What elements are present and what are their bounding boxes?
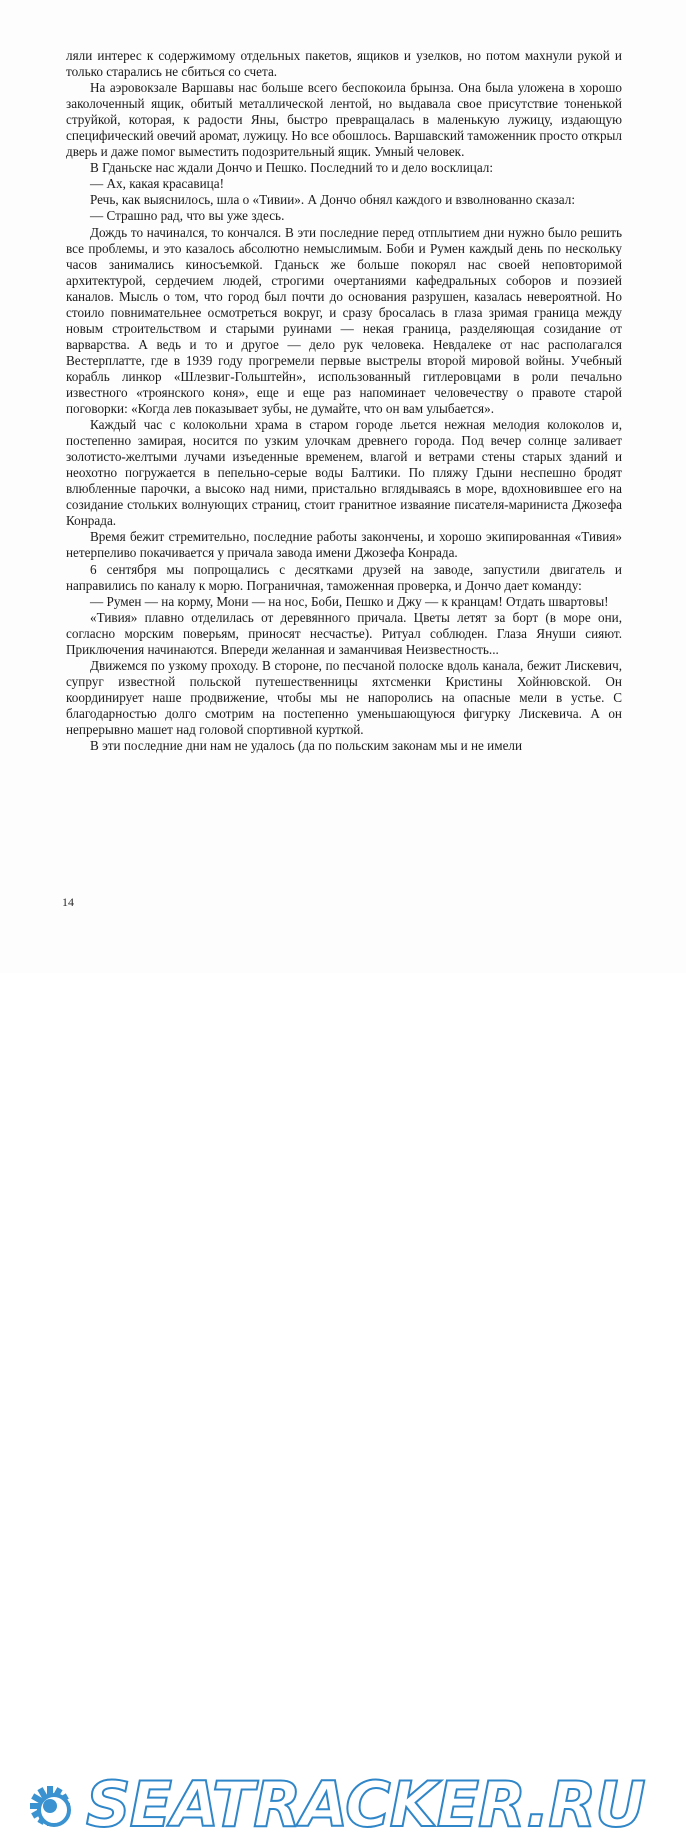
paragraph: Речь, как выяснилось, шла о «Тивии». А Дончо обнял каждого и взволнованно сказал: (90, 192, 576, 208)
paragraph-dialogue: — Ах, какая красавица! (90, 176, 224, 192)
paragraph: «Тивия» плавно отделилась от деревянного причала. Цветы летят за борт (в море они, согласно морским поверьям, приносят несчастье). Ритуал соблюден. Глаза Януши сияют. Приключения начинаются. Впереди желанная и заманчивая Неизвестность... (66, 609, 622, 657)
paragraph-dialogue: — Страшно рад, что вы уже здесь. (90, 208, 285, 224)
paragraph: Время бежит стремительно, последние работы закончены, и хорошо экипированная «Тивия» нетерпеливо покачивается у причала завода имени Джозефа Конрада. (66, 529, 622, 561)
body-text (66, 48, 622, 754)
paragraph: В эти последние дни нам не удалось (да по польским законам мы и не имели (90, 738, 523, 754)
paragraph: Дождь то начинался, то кончался. В эти последние перед отплытием дни нужно было решить все проблемы, и это казалось абсолютно немыслимым. Боби и Румен каждый день по нескольку часов занимались киносъемкой. Гданьск же больше покорял нас своей неповторимой архитектурой, сердечием людей, строгими очертаниями кафедральных соборов и поэзией каналов. Мысль о том, что город был почти до основания разрушен, казалась невероятной. Но стоило повнимательнее осмотреться вокруг, и сразу бросалась в глаза зримая граница между новым строительством и старыми руинами — некая граница, разделяющая созидание от варварства. А ведь и то и другое — дело рук человека. Невдалеке от нас располагался Вестерплатте, где в 1939 году прогремели первые выстрелы второй мировой войны. Учебный корабль линкор «Шлезвиг-Гольштейн», использованный гитлеровцами в роли печально известного «троянского коня», еще и еще раз напоминает человечеству о правоте старой поговорки: «Когда лев показывает зубы, не думайте, что он вам улыбается». (66, 224, 622, 417)
sun-icon (8, 1764, 92, 1848)
paragraph: На аэровокзале Варшавы нас больше всего беспокоила брынза. Она была уложена в хорошо заколоченный ящик, обитый металлической лентой, но выдавала свое присутствие тоненькой струйкой, которая, к радости Яны, быстро превращалась в маленькую лужицу, издающую специфический овечий аромат, лужицу. Но все обошлось. Варшавский таможенник просто открыл дверь и даже помог выместить подозрительный ящик. Умный человек. (66, 80, 622, 160)
paragraph: 6 сентября мы попрощались с десятками друзей на заводе, запустили двигатель и направились по каналу к морю. Пограничная, таможенная проверка, и Дончо дает команду: (66, 561, 622, 593)
paragraph: ляли интерес к содержимому отдельных пакетов, ящиков и узелков, но потом махнули рукой и только старались не сбиться со счета. (66, 48, 622, 80)
paragraph-dialogue: — Румен — на корму, Мони — на нос, Боби, Пешко и Джу — к кранцам! Отдать швартовы! (90, 593, 609, 609)
paragraph: В Гданьске нас ждали Дончо и Пешко. Последний то и дело восклицал: (90, 160, 494, 176)
paragraph: Движемся по узкому проходу. В стороне, по песчаной полоске вдоль канала, бежит Лискевич, супруг известной польской путешественницы яхтсменки Кристины Хойнювской. Он координирует наше продвижение, чтобы мы не напоролись на опасные мели в устье. С благодарностью долго смотрим на постепенно уменьшающуюся фигурку Лискевича. А он непрерывно машет над головой спортивной курткой. (66, 657, 622, 737)
paragraph: Каждый час с колокольни храма в старом городе льется нежная мелодия колоколов и, постепенно замирая, носится по узким улочкам древнего города. Под вечер солнце заливает золотисто-желтыми лучами изъеденные временем, влагой и ветрами стены старых зданий и неохотно погружается в пепельно-серые воды Балтики. По пляжу Гдыни неспешно бродят влюбленные парочки, а высоко над ними, пристально вглядываясь в море, вдохновившее его на созидание стольких волнующих страниц, стоит гранитное изваяние писателя-мариниста Джозефа Конрада. (66, 417, 622, 529)
watermark-text: SEATRACKER.RU (86, 1768, 645, 1841)
watermark (0, 880, 686, 1841)
page-number: 14 (62, 895, 74, 909)
